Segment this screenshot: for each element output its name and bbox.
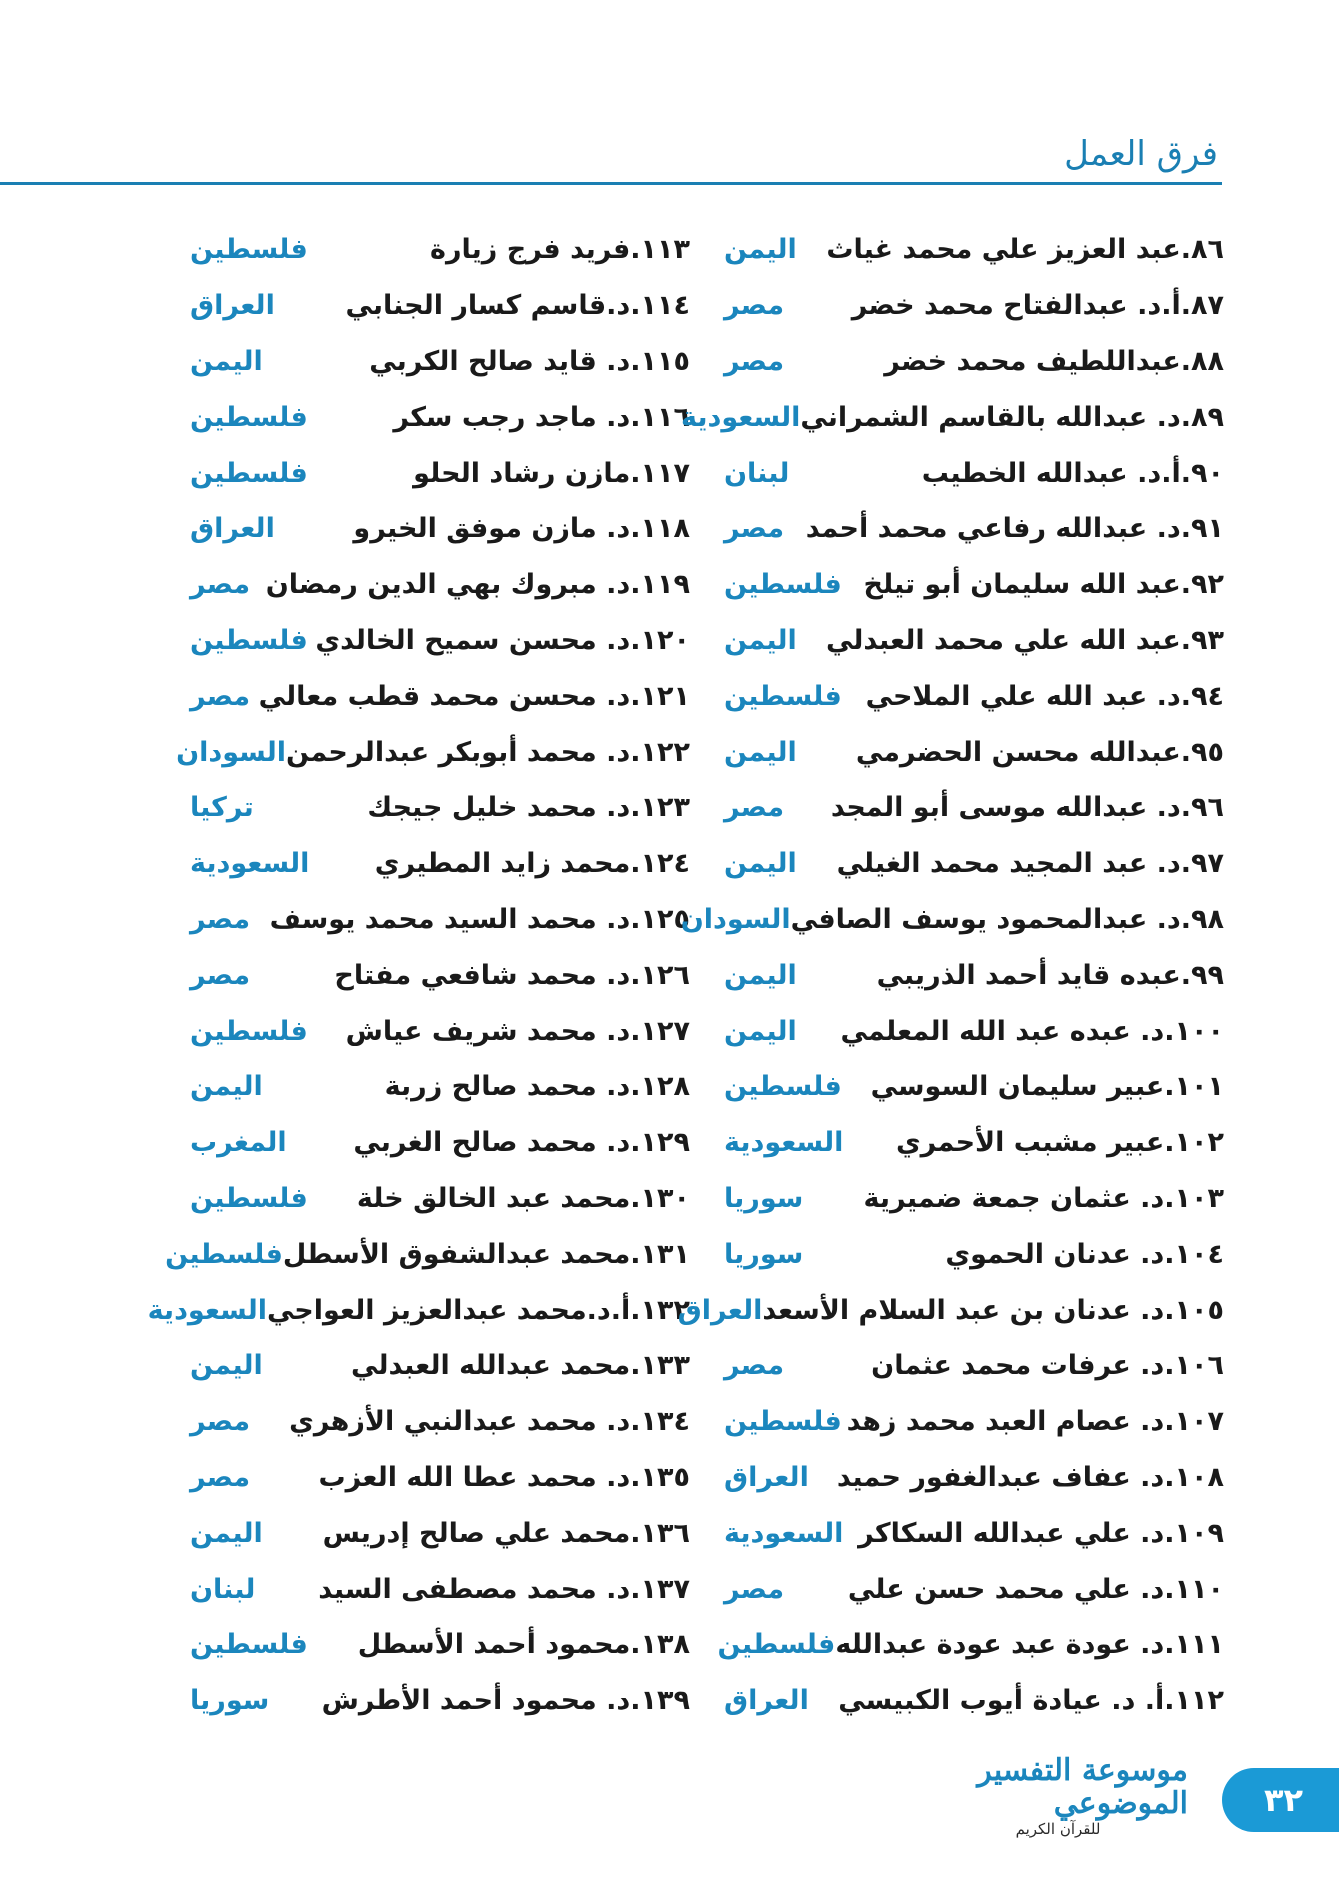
member-name: ٩٤.د. عبد الله علي الملاحي bbox=[865, 680, 1224, 712]
member-name: ٩٠.أ.د. عبدالله الخطيب bbox=[921, 457, 1224, 489]
member-country: السودان bbox=[680, 903, 791, 935]
list-item bbox=[681, 389, 1224, 445]
member-country: العراق bbox=[190, 513, 275, 545]
list-item bbox=[190, 389, 690, 445]
list-item bbox=[190, 1450, 690, 1506]
list-item bbox=[190, 501, 690, 557]
member-country: مصر bbox=[190, 959, 251, 991]
member-name: ١٠٥.د. عدنان بن عبد السلام الأسعد bbox=[762, 1294, 1224, 1326]
member-name: ٩٦.د. عبدالله موسى أبو المجد bbox=[830, 792, 1224, 824]
list-item bbox=[190, 1673, 690, 1729]
member-name: ١٢٩.د. محمد صالح الغربي bbox=[353, 1127, 690, 1159]
member-name: ١١٠.د. علي محمد حسن علي bbox=[847, 1573, 1224, 1605]
list-item bbox=[677, 1282, 1224, 1338]
member-country: العراق bbox=[677, 1294, 763, 1326]
list-item bbox=[724, 222, 1224, 278]
member-name: ٩١.د. عبدالله رفاعي محمد أحمد bbox=[805, 513, 1224, 545]
list-item bbox=[165, 1226, 690, 1282]
member-country: السعودية bbox=[724, 1517, 844, 1549]
member-country: السعودية bbox=[190, 848, 310, 880]
member-name: ١١٨.د. مازن موفق الخيرو bbox=[353, 513, 690, 545]
left-column bbox=[147, 222, 690, 1742]
member-country: لبنان bbox=[190, 1573, 256, 1605]
member-country: فلسطين bbox=[190, 1015, 308, 1047]
member-country: مصر bbox=[724, 290, 785, 322]
list-item bbox=[190, 947, 690, 1003]
list-item bbox=[724, 1226, 1224, 1282]
member-country: اليمن bbox=[724, 1015, 797, 1047]
member-name: ١١٣.فريد فرج زيارة bbox=[430, 234, 690, 266]
member-country: سوريا bbox=[724, 1182, 804, 1214]
member-name: ١٢١.د. محسن محمد قطب معالي bbox=[258, 680, 690, 712]
member-country: مصر bbox=[190, 1406, 251, 1438]
member-name: ١٢٧.د. محمد شريف عياش bbox=[345, 1015, 690, 1047]
member-name: ١٠٠.د. عبده عبد الله المعلمي bbox=[840, 1015, 1224, 1047]
member-name: ١٠١.عبير سليمان السوسي bbox=[870, 1071, 1224, 1103]
member-name: ٨٩.د. عبدالله بالقاسم الشمراني bbox=[800, 401, 1224, 433]
member-country: اليمن bbox=[724, 736, 797, 768]
list-item bbox=[190, 557, 690, 613]
list-item bbox=[724, 836, 1224, 892]
list-item bbox=[724, 1003, 1224, 1059]
member-name: ٨٦.عبد العزيز علي محمد غياث bbox=[826, 234, 1224, 266]
member-name: ١٣٧.د. محمد مصطفى السيد bbox=[318, 1573, 690, 1605]
list-item bbox=[724, 780, 1224, 836]
list-item bbox=[724, 501, 1224, 557]
list-item bbox=[190, 1505, 690, 1561]
member-name: ١١١.د. عودة عبد عودة عبدالله bbox=[835, 1629, 1224, 1661]
member-country: لبنان bbox=[724, 457, 790, 489]
member-country: تركيا bbox=[190, 792, 254, 824]
list-item bbox=[147, 1282, 690, 1338]
list-item bbox=[190, 334, 690, 390]
member-name: ٩٣.عبد الله علي محمد العبدلي bbox=[825, 624, 1224, 656]
member-name: ١٣٨.محمود أحمد الأسطل bbox=[357, 1629, 690, 1661]
member-country: مصر bbox=[724, 345, 785, 377]
member-country: فلسطين bbox=[190, 457, 308, 489]
list-item bbox=[724, 1059, 1224, 1115]
member-name: ١٣٣.محمد عبدالله العبدلي bbox=[351, 1350, 690, 1382]
member-country: فلسطين bbox=[190, 1629, 308, 1661]
member-country: فلسطين bbox=[717, 1629, 836, 1661]
list-item bbox=[190, 613, 690, 669]
list-item bbox=[190, 892, 690, 948]
header-divider bbox=[0, 182, 1222, 185]
list-item bbox=[724, 1115, 1224, 1171]
list-item bbox=[724, 947, 1224, 1003]
member-country: فلسطين bbox=[724, 680, 842, 712]
list-item bbox=[724, 1505, 1224, 1561]
team-list bbox=[147, 222, 1224, 1742]
member-country: السعودية bbox=[724, 1127, 844, 1159]
member-country: فلسطين bbox=[190, 1182, 308, 1214]
member-country: مصر bbox=[724, 513, 785, 545]
list-item bbox=[176, 724, 690, 780]
member-name: ١١٤.د.قاسم كسار الجنابي bbox=[345, 290, 690, 322]
member-name: ١١٦.د. ماجد رجب سكر bbox=[393, 401, 690, 433]
member-country: مصر bbox=[724, 792, 785, 824]
list-item bbox=[190, 445, 690, 501]
member-country: اليمن bbox=[190, 1350, 263, 1382]
list-item bbox=[724, 1394, 1224, 1450]
list-item bbox=[190, 668, 690, 724]
member-name: ٨٧.أ.د. عبدالفتاح محمد خضر bbox=[851, 290, 1224, 322]
list-item bbox=[190, 780, 690, 836]
logo-title: موسوعة التفسير الموضوعي bbox=[977, 1753, 1188, 1821]
member-country: اليمن bbox=[724, 959, 797, 991]
list-item bbox=[724, 445, 1224, 501]
member-name: ١٠٢.عبير مشبب الأحمري bbox=[895, 1127, 1224, 1159]
member-name: ٩٧.د. عبد المجيد محمد الغيلي bbox=[836, 848, 1224, 880]
member-name: ١١٧.مازن رشاد الحلو bbox=[413, 457, 690, 489]
list-item bbox=[190, 1003, 690, 1059]
list-item bbox=[190, 1617, 690, 1673]
list-item bbox=[190, 1338, 690, 1394]
member-name: ١٠٨.د. عفاف عبدالغفور حميد bbox=[836, 1461, 1224, 1493]
list-item bbox=[190, 222, 690, 278]
list-item bbox=[680, 892, 1224, 948]
member-country: فلسطين bbox=[724, 1406, 842, 1438]
member-name: ١٠٤.د. عدنان الحموي bbox=[945, 1238, 1224, 1270]
member-name: ١٠٦.د. عرفات محمد عثمان bbox=[871, 1350, 1224, 1382]
list-item bbox=[190, 278, 690, 334]
member-country: اليمن bbox=[190, 1071, 263, 1103]
member-country: السعودية bbox=[681, 401, 801, 433]
member-name: ١٣٩.د. محمود أحمد الأطرش bbox=[321, 1685, 690, 1717]
member-name: ١٢٨.د. محمد صالح زربة bbox=[384, 1071, 690, 1103]
member-name: ١٢٥.د. محمد السيد محمد يوسف bbox=[269, 903, 690, 935]
member-name: ١٣٥.د. محمد عطا الله العزب bbox=[318, 1461, 690, 1493]
member-country: اليمن bbox=[724, 624, 797, 656]
list-item bbox=[724, 613, 1224, 669]
list-item bbox=[724, 334, 1224, 390]
member-name: ٩٩.عبده قايد أحمد الذريبي bbox=[876, 959, 1224, 991]
member-country: اليمن bbox=[190, 345, 263, 377]
list-item bbox=[724, 1338, 1224, 1394]
member-name: ١٣٦.محمد علي صالح إدريس bbox=[322, 1517, 690, 1549]
logo-subtitle: للقرآن الكريم bbox=[1015, 1820, 1101, 1838]
list-item bbox=[717, 1617, 1224, 1673]
section-title: فرق العمل bbox=[1064, 134, 1218, 174]
member-name: ١٢٢.د. محمد أبوبكر عبدالرحمن bbox=[286, 736, 690, 768]
list-item bbox=[724, 1561, 1224, 1617]
member-country: فلسطين bbox=[190, 234, 308, 266]
list-item bbox=[724, 724, 1224, 780]
page-number-badge bbox=[1222, 1768, 1339, 1832]
member-country: مصر bbox=[190, 1461, 251, 1493]
member-name: ١٠٣.د. عثمان جمعة ضميرية bbox=[863, 1182, 1224, 1214]
member-name: ١٢٣.د. محمد خليل جيجك bbox=[367, 792, 690, 824]
member-country: فلسطين bbox=[190, 624, 308, 656]
member-country: المغرب bbox=[190, 1127, 287, 1159]
member-country: سوريا bbox=[724, 1238, 804, 1270]
member-country: فلسطين bbox=[190, 401, 308, 433]
member-name: ١٣٢.أ.د.محمد عبدالعزيز العواجي bbox=[266, 1294, 690, 1326]
member-name: ١١٥.د. قايد صالح الكربي bbox=[369, 345, 690, 377]
member-country: فلسطين bbox=[724, 1071, 842, 1103]
right-column bbox=[677, 222, 1224, 1742]
member-country: فلسطين bbox=[724, 569, 842, 601]
list-item bbox=[724, 1673, 1224, 1729]
member-name: ٨٨.عبداللطيف محمد خضر bbox=[884, 345, 1224, 377]
encyclopedia-logo bbox=[928, 1753, 1188, 1838]
member-name: ١٣٠.محمد عبد الخالق خلة bbox=[356, 1182, 690, 1214]
list-item bbox=[724, 557, 1224, 613]
member-name: ٩٢.عبد الله سليمان أبو تيلخ bbox=[863, 569, 1224, 601]
member-name: ١٠٩.د. علي عبدالله السكاكر bbox=[858, 1517, 1224, 1549]
member-name: ١٣٤.د. محمد عبدالنبي الأزهري bbox=[289, 1406, 690, 1438]
member-country: اليمن bbox=[190, 1517, 263, 1549]
list-item bbox=[724, 278, 1224, 334]
member-country: العراق bbox=[724, 1685, 809, 1717]
list-item bbox=[190, 1171, 690, 1227]
list-item bbox=[190, 836, 690, 892]
list-item bbox=[724, 668, 1224, 724]
member-name: ١٢٦.د. محمد شافعي مفتاح bbox=[334, 959, 690, 991]
list-item bbox=[190, 1059, 690, 1115]
member-country: مصر bbox=[724, 1350, 785, 1382]
list-item bbox=[190, 1561, 690, 1617]
member-country: السعودية bbox=[147, 1294, 267, 1326]
member-country: العراق bbox=[190, 290, 275, 322]
member-name: ١٣١.محمد عبدالشفوق الأسطل bbox=[282, 1238, 690, 1270]
member-name: ١٢٠.د. محسن سميح الخالدي bbox=[315, 624, 690, 656]
member-name: ٩٨.د. عبدالمحمود يوسف الصافي bbox=[790, 903, 1224, 935]
list-item bbox=[190, 1394, 690, 1450]
member-country: اليمن bbox=[724, 848, 797, 880]
member-country: العراق bbox=[724, 1461, 809, 1493]
list-item bbox=[724, 1171, 1224, 1227]
member-country: مصر bbox=[724, 1573, 785, 1605]
member-country: سوريا bbox=[190, 1685, 270, 1717]
member-name: ١١٩.د. مبروك بهي الدين رمضان bbox=[265, 569, 690, 601]
member-country: مصر bbox=[190, 569, 251, 601]
member-country: مصر bbox=[190, 903, 251, 935]
member-name: ١٠٧.د. عصام العبد محمد زهد bbox=[846, 1406, 1224, 1438]
member-country: اليمن bbox=[724, 234, 797, 266]
member-name: ٩٥.عبدالله محسن الحضرمي bbox=[855, 736, 1224, 768]
list-item bbox=[724, 1450, 1224, 1506]
list-item bbox=[190, 1115, 690, 1171]
member-name: ١٢٤.محمد زايد المطيري bbox=[374, 848, 690, 880]
member-country: مصر bbox=[190, 680, 251, 712]
member-name: ١١٢.أ. د. عيادة أيوب الكبيسي bbox=[838, 1685, 1224, 1717]
member-country: فلسطين bbox=[165, 1238, 283, 1270]
page-number: ٣٢ bbox=[1264, 1781, 1304, 1819]
member-country: السودان bbox=[176, 736, 287, 768]
